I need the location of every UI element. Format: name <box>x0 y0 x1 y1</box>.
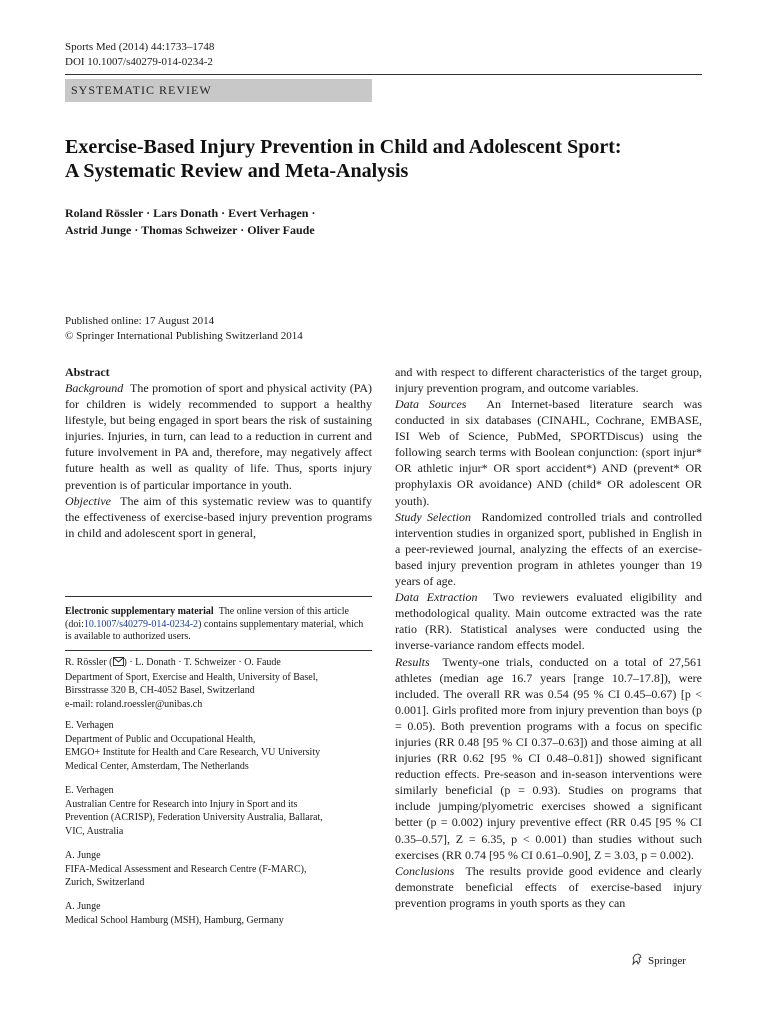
published-date: Published online: 17 August 2014 <box>65 315 215 327</box>
publisher-mark <box>630 952 686 970</box>
esm-text-before: The online version of this article (doi: <box>65 606 349 630</box>
affiliation-names-rest: ) · L. Donath · T. Schweizer · O. Faude <box>123 657 281 668</box>
author-list <box>65 205 702 239</box>
affiliation-rule <box>65 650 372 651</box>
esm-doi-link[interactable]: 10.1007/s40279-014-0234-2 <box>83 618 199 630</box>
affiliation-block <box>65 900 372 927</box>
article-title <box>65 135 702 183</box>
results-text: Twenty-one trials, conducted on a total of 27,561 athletes (median age 16.7 years [range 10.7–17.8]), were included. The overall RR was 0.54 (95 % CI 0.45–0.67) [p < 0.001]. Girls profited more from injury prevention than boys (p = 0.05). Both prevention programs with a focus on specific injuries (RR 0.48 [95 % CI 0.37–0.63]) and those aiming at all injuries (RR 0.62 [95 % CI 0.48–0.81]) showed significant reduction effects. Pre-season and in-season interventions were similarly beneficial (p = 0.93). Studies on programs that include jumping/plyometric exercises showed a significant better (p = 0.002) injury preventive effect (RR 0.45 [95 % CI 0.35–0.57], Z = 6.35, p < 0.001) than studies without such exercises (RR 0.74 [95 % CI 0.61–0.90], Z = 3.03, p = 0.002). <box>395 654 702 862</box>
springer-horse-icon <box>630 952 644 970</box>
journal-citation <box>65 40 214 70</box>
abstract-heading: Abstract <box>65 365 110 379</box>
affiliation-line: Medical Center, Amsterdam, The Netherlands <box>65 760 249 772</box>
affiliation-line: Birsstrasse 320 B, CH-4052 Basel, Switzerland <box>65 685 255 696</box>
supplementary-material-note <box>65 606 372 644</box>
background-text: The promotion of sport and physical activity (PA) for children is widely recommended to support a healthy lifestyle, but being engaged in sport bears the risk of sustaining injuries. Injuries, in turn, can lead to a reduction in current and future involvement in PA and, therefore, may negatively affect future health as well as quality of life. Thus, sports injury prevention is of particular importance in youth. <box>65 381 373 492</box>
data-extraction-text: Two reviewers evaluated eligibility and methodological quality. Main outcome extracted was the rate ratio (RR). Statistical analyses were conducted using the inverse-variance random effects model. <box>395 590 702 653</box>
abstract-right-column <box>395 364 702 911</box>
affiliation-block <box>65 849 372 890</box>
esm-label: Electronic supplementary material <box>65 606 214 617</box>
journal-line: Sports Med (2014) 44:1733–1748 <box>65 41 215 53</box>
abstract-data-extraction <box>395 589 702 653</box>
conclusions-text: The results provide good evidence and clearly demonstrate beneficial effects of exercise-based injury prevention programs in youth sports as they can <box>395 863 703 910</box>
affiliation-names: A. Junge <box>65 850 101 861</box>
abstract-objective-part1 <box>65 493 372 541</box>
affiliation-line: EMGO+ Institute for Health and Care Research, VU University <box>65 747 321 758</box>
affiliation-names: E. Verhagen <box>65 785 114 796</box>
esm-text-after: ) contains supplementary material, which is available to authorized users. <box>65 618 364 642</box>
study-selection-label: Study Selection <box>395 509 471 524</box>
doi-line: DOI 10.1007/s40279-014-0234-2 <box>65 56 213 68</box>
affiliation-line: Department of Public and Occupational Health, <box>65 733 256 745</box>
abstract-conclusions <box>395 863 702 911</box>
title-line-1: Exercise-Based Injury Prevention in Child and Adolescent Sport: <box>65 136 622 158</box>
publication-info <box>65 314 303 344</box>
esm-rule <box>65 596 372 597</box>
authors-line-1: Roland Rössler · Lars Donath · Evert Verhagen · <box>65 206 316 220</box>
abstract-results <box>395 654 702 863</box>
affiliation-block <box>65 784 372 838</box>
affiliation-names: E. Verhagen <box>65 720 114 731</box>
affiliation-block <box>65 656 372 711</box>
abstract-data-sources <box>395 396 702 509</box>
publisher-name: Springer <box>648 955 686 967</box>
affiliation-line: Australian Centre for Research into Injury in Sport and its <box>65 798 298 810</box>
authors-line-2: Astrid Junge · Thomas Schweizer · Oliver Faude <box>65 223 315 237</box>
email-envelope-icon[interactable] <box>113 657 124 671</box>
study-selection-text: Randomized controlled trials and controlled intervention studies in organized sport, published in English in a peer-reviewed journal, analyzing the effects of an exercise-based injury prevention program in athletes younger than 19 years of age. <box>395 509 702 589</box>
data-extraction-label: Data Extraction <box>395 590 478 605</box>
affiliation-block <box>65 719 372 773</box>
data-sources-text: An Internet-based literature search was conducted in six databases (CINAHL, Cochrane, EMBASE, ISI Web of Science, PubMed, SPORTDiscus) using the following search terms with Boolean conjunction: (sport injur* OR athletic injur* OR sport accident*) AND (prevent* OR prophylaxis OR avoidance) AND (child* OR adolescent OR youth). <box>395 397 703 508</box>
section-banner: SYSTEMATIC REVIEW <box>65 79 372 102</box>
abstract-left-column <box>65 364 372 541</box>
background-label: Background <box>65 381 124 395</box>
affiliation-names-text: R. Rössler ( <box>65 657 113 668</box>
affiliation-line: Department of Sport, Exercise and Health, University of Basel, <box>65 671 318 683</box>
objective-continuation <box>395 364 702 396</box>
affiliation-line: Zurich, Switzerland <box>65 877 145 888</box>
results-label: Results <box>395 654 430 669</box>
conclusions-label: Conclusions <box>395 863 455 878</box>
affiliation-line: Medical School Hamburg (MSH), Hamburg, Germany <box>65 914 284 926</box>
header-rule <box>65 74 702 75</box>
data-sources-label: Data Sources <box>395 397 467 411</box>
objective-text: The aim of this systematic review was to quantify the effectiveness of exercise-based injury prevention programs in child and adolescent sport in general, <box>65 493 372 540</box>
affiliation-names: A. Junge <box>65 901 101 912</box>
title-line-2: A Systematic Review and Meta-Analysis <box>65 160 409 182</box>
affiliation-email[interactable]: e-mail: roland.roessler@unibas.ch <box>65 698 203 710</box>
abstract-study-selection <box>395 509 702 589</box>
affiliation-line: Prevention (ACRISP), Federation University Australia, Ballarat, <box>65 812 323 823</box>
abstract-background <box>65 380 372 493</box>
copyright: © Springer International Publishing Switzerland 2014 <box>65 330 303 342</box>
affiliation-line: FIFA-Medical Assessment and Research Centre (F-MARC), <box>65 863 307 875</box>
objective-continuation-text: and with respect to different characteristics of the target group, injury prevention program, and outcome variables. <box>395 365 702 396</box>
affiliation-line: VIC, Australia <box>65 825 124 837</box>
affiliation-names <box>65 656 372 671</box>
objective-label: Objective <box>65 493 111 508</box>
